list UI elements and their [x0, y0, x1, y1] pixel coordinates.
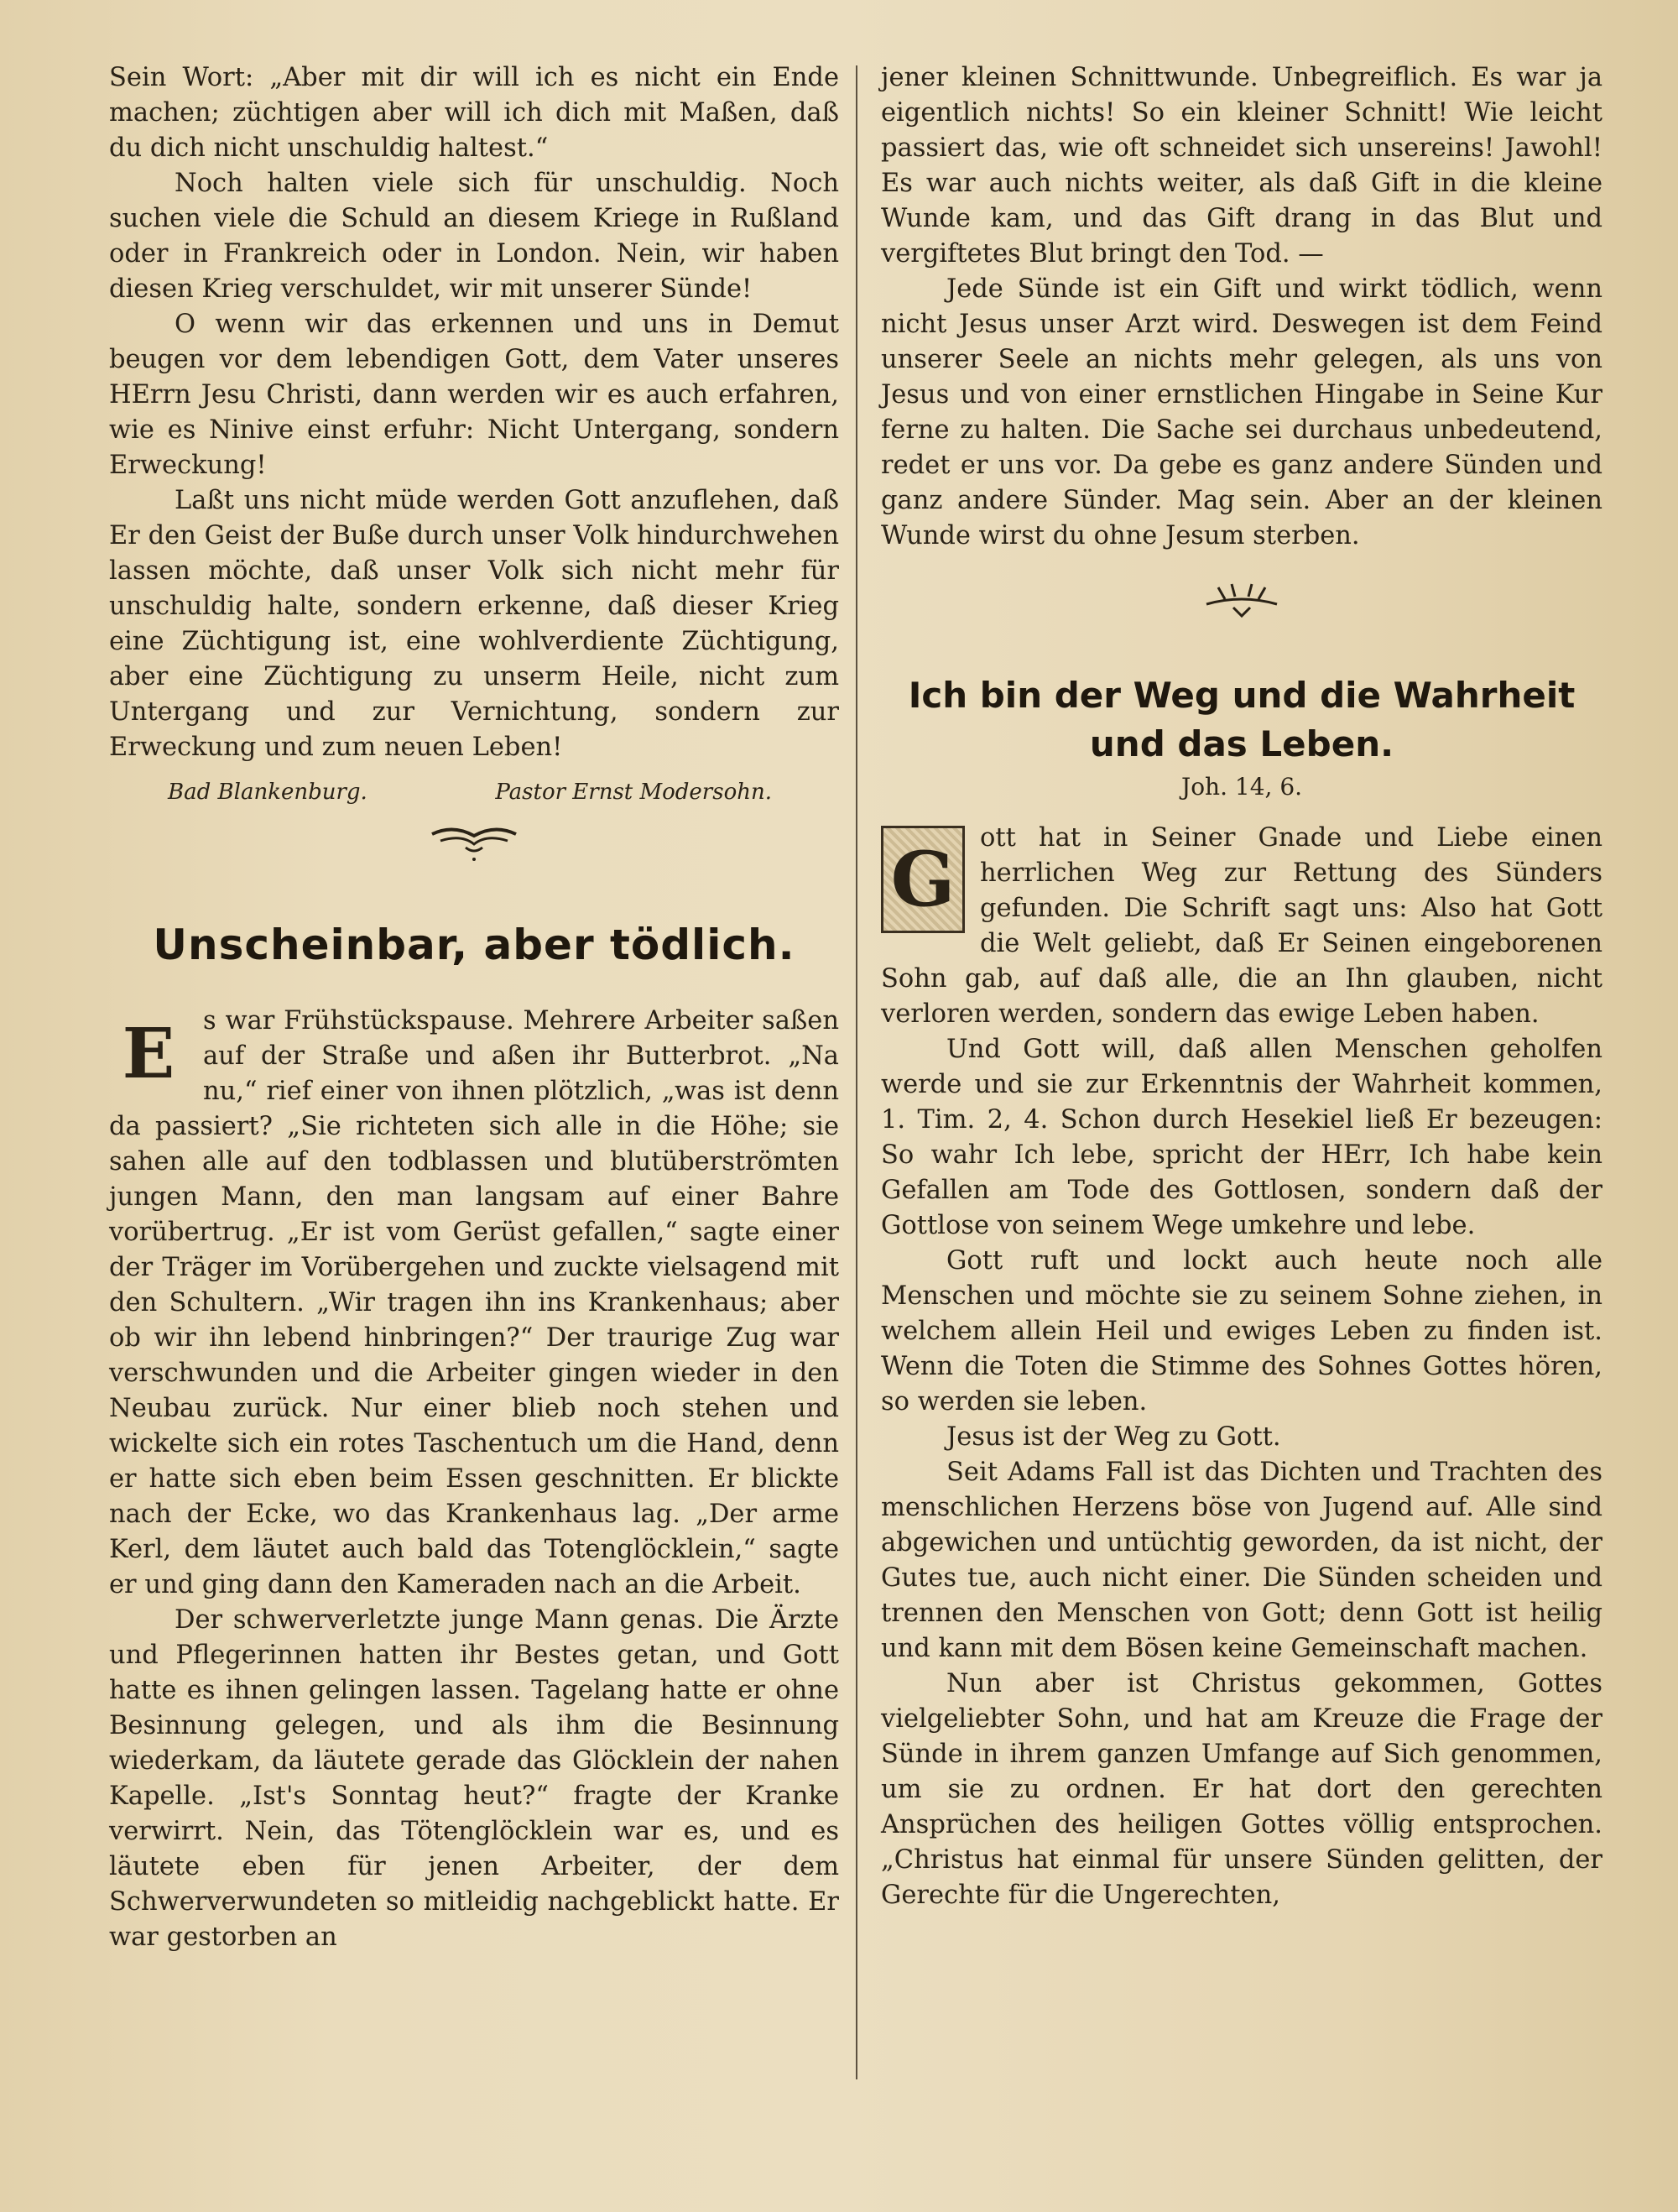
continuation-paragraph-1: jener kleinen Schnittwunde. Unbegreiflich. Es war ja eigentlich nichts! So ein kleiner Schnitt! Wie leicht passiert das, wie oft schneidet sich unsereins! Jawohl! Es war auch nichts weiter, als daß Gift in die kleine Wunde kam, und das Gift drang in das Blut und vergiftetes Blut bringt den Tod. —	[881, 63, 1602, 269]
dropcap-g: G	[881, 826, 965, 933]
signature-line	[109, 777, 839, 807]
weg-paragraph-3: Gott ruft und lockt auch heute noch alle Menschen und möchte sie zu seinem Sohne ziehen, in welchem allein Heil und ewiges Leben zu finden ist. Wenn die Toten die Stimme des Sohnes Gottes hören, so werden sie leben.	[881, 1246, 1602, 1416]
weg-paragraph-5: Seit Adams Fall ist das Dichten und Trachten des menschlichen Herzens böse von Jugend auf. Alle sind abgewichen und untüchtig geworden, da ist nicht, der Gutes tue, auch nicht einer. Die Sünden scheiden und trennen den Menschen von Gott; denn Gott ist heilig und kann mit dem Bösen keine Gemeinschaft machen.	[881, 1458, 1602, 1663]
bible-reference: Joh. 14, 6.	[1180, 773, 1303, 801]
column-divider	[856, 65, 857, 2079]
paragraph-4: Laßt uns nicht müde werden Gott anzuflehen, daß Er den Geist der Buße durch unser Volk hindurchwehen lassen möchte, daß unser Volk sich nicht mehr für unschuldig halte, sondern erkenne, daß dieser Krieg eine Züchtigung ist, eine wohlverdiente Züchtigung, aber eine Züchtigung zu unserm Heile, nicht zum Untergang und zur Vernichtung, sondern zur Erweckung und zum neuen Leben!	[109, 486, 839, 762]
sprig-ornament-icon	[881, 579, 1602, 638]
weg-paragraph-6: Nun aber ist Christus gekommen, Gottes vielgeliebter Sohn, und hat am Kreuze die Frage der Sünde in ihrem ganzen Umfange auf Sich genommen, um sie zu ordnen. Er hat dort den gerechten Ansprüchen des heiligen Gottes völlig entsprochen. „Christus hat einmal für unsere Sünden gelitten, der Gerechte für die Ungerechten,	[881, 1669, 1602, 1910]
intro-paragraph: Sein Wort: „Aber mit dir will ich es nicht ein Ende machen; züchtigen aber will ich dich mit Maßen, daß du dich nicht unschuldig haltest.“	[109, 63, 839, 163]
weg-paragraph-4: Jesus ist der Weg zu Gott.	[946, 1422, 1281, 1452]
dropcap-e: E	[122, 1014, 175, 1094]
article-paragraph-1	[109, 1004, 839, 1603]
article-paragraph-1-text: s war Frühstückspause. Mehrere Arbeiter saßen auf der Straße und aßen ihr Butterbrot. „Na nu,“ rief einer von ihnen plötzlich, „was ist denn da passiert? „Sie richteten sich alle in die Höhe; sie sahen alle auf den todblassen und blutüberströmten jungen Mann, den man langsam auf einer Bahre vorübertrug. „Er ist vom Gerüst gefallen,“ sagte einer der Träger im Vorübergehen und zuckte vielsagend mit den Schultern. „Wir tragen ihn ins Krankenhaus; aber ob wir ihn lebend hinbringen?“ Der traurige Zug war verschwunden und die Arbeiter gingen wieder in den Neubau zurück. Nur einer blieb noch stehen und wickelte sich ein rotes Taschentuch um die Hand, denn er hatte sich eben beim Essen geschnitten. Er blickte nach der Ecke, wo das Krankenhaus lag. „Der arme Kerl, dem läutet auch bald das Totenglöcklein,“ sagte er und ging dann den Kameraden nach an die Arbeit.	[109, 1006, 839, 1599]
weg-paragraph-1-text: ott hat in Seiner Gnade und Liebe einen herrlichen Weg zur Rettung des Sünders gefunden. Die Schrift sagt uns: Also hat Gott die Welt geliebt, daß Er Seinen eingeborenen Sohn gab, auf daß alle, die an Ihn glauben, nicht verloren werden, sondern das ewige Leben haben.	[881, 823, 1602, 1029]
article-title-unscheinbar: Unscheinbar, aber tödlich.	[153, 921, 795, 969]
signature-place: Bad Blankenburg.	[168, 780, 367, 805]
article-paragraph-2: Der schwerverletzte junge Mann genas. Die Ärzte und Pflegerinnen hatten ihr Bestes getan, und Gott hatte es ihnen gelingen lassen. Tagelang hatte er ohne Besinnung gelegen, und als ihm die Besinnung wiederkam, da läutete gerade das Glöcklein der nahen Kapelle. „Ist's Sonntag heut?“ fragte der Kranke verwirrt. Nein, das Tötenglöcklein war es, und es läutete eben für jenen Arbeiter, der dem Schwerverwundeten so mitleidig nachgeblickt hatte. Er war gestorben an	[109, 1605, 839, 1952]
weg-paragraph-1	[881, 821, 1602, 1032]
weg-paragraph-2: Und Gott will, daß allen Menschen geholfen werde und sie zur Erkenntnis der Wahrheit kommen, 1. Tim. 2, 4. Schon durch Hesekiel ließ Er bezeugen: So wahr Ich lebe, spricht der HErr, Ich habe kein Gefallen am Tode des Gottlosen, sondern daß der Gottlose von seinem Wege umkehre und lebe.	[881, 1035, 1602, 1240]
article-title-weg: Ich bin der Weg und die Wahrheit und das Leben.	[908, 675, 1576, 764]
left-column	[109, 60, 839, 1955]
right-column	[881, 60, 1602, 1913]
ornament-divider-icon	[109, 817, 839, 876]
signature-name: Pastor Ernst Modersohn.	[495, 780, 772, 805]
paragraph-3: O wenn wir das erkennen und uns in Demut beugen vor dem lebendigen Gott, dem Vater unseres HErrn Jesu Christi, dann werden wir es auch erfahren, wie es Ninive einst erfuhr: Nicht Untergang, sondern Erweckung!	[109, 310, 839, 480]
paragraph-2: Noch halten viele sich für unschuldig. Noch suchen viele die Schuld an diesem Kriege in Rußland oder in Frankreich oder in London. Nein, wir haben diesen Krieg verschuldet, wir mit unserer Sünde!	[109, 169, 839, 304]
continuation-paragraph-2: Jede Sünde ist ein Gift und wirkt tödlich, wenn nicht Jesus unser Arzt wird. Deswegen ist dem Feind unserer Seele an nichts mehr gelegen, als uns von Jesus und von einer ernstlichen Hingabe in Seine Kur ferne zu halten. Die Sache sei durchaus unbedeutend, redet er uns vor. Da gebe es ganz andere Sünden und ganz andere Sünder. Mag sein. Aber an der kleinen Wunde wirst du ohne Jesum sterben.	[881, 274, 1602, 550]
